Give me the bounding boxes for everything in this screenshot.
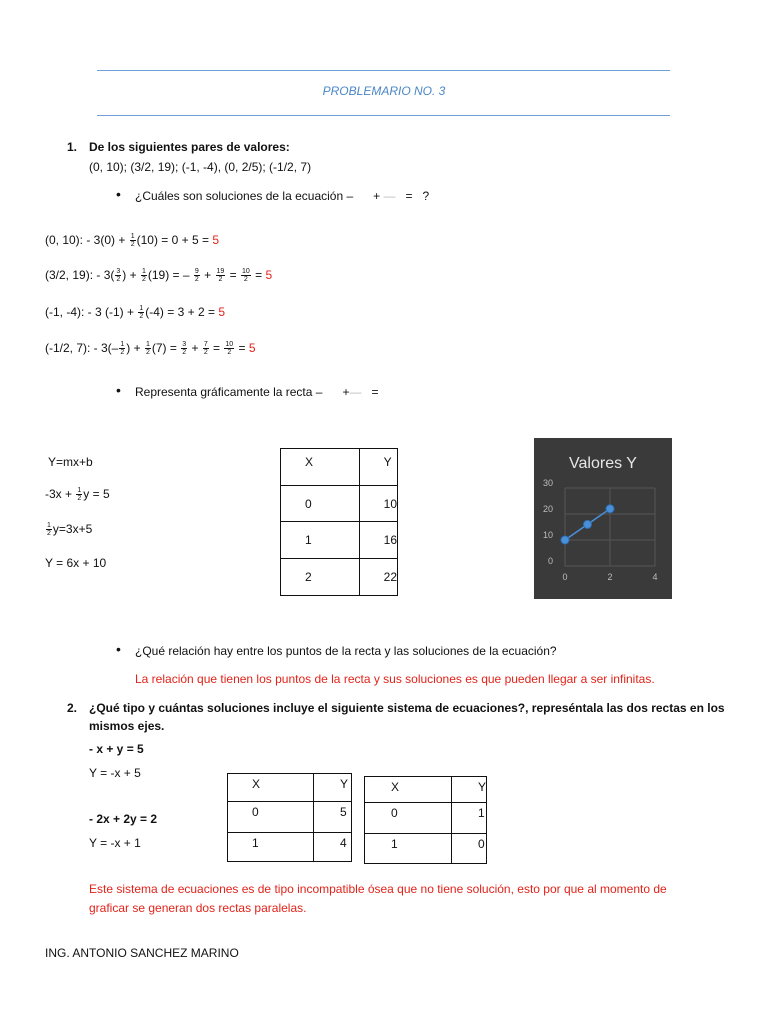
derivation-2 [45, 487, 110, 502]
derivation-4: Y = 6x + 10 [45, 556, 107, 570]
table-cell: 1 [228, 833, 314, 862]
chart-data-point [606, 505, 614, 513]
table-cell: 0 [365, 803, 452, 834]
table-cell: 16 [359, 522, 397, 559]
fraction-10-2: $\frac{10}{2}$ [241, 268, 250, 284]
line1-result: 5 [212, 233, 220, 247]
q1-bullet1-tail: ? [422, 189, 430, 203]
table-header: X [281, 449, 360, 486]
table-cell: 0 [451, 834, 486, 864]
chart-ytick-label: 10 [542, 530, 553, 540]
table-cell: 4 [314, 833, 352, 862]
chart-xtick-label: 2 [607, 572, 613, 582]
chart-canvas [534, 438, 672, 599]
derivation-1: Y=mx+b [48, 455, 93, 469]
q2-title-1: ¿Qué tipo y cuántas soluciones incluye el siguiente sistema de ecuaciones?, represéntala las dos rectas en los [89, 701, 725, 715]
fraction-1-2: $\frac{1}{2}$ [47, 522, 51, 538]
line4-lhs: (-1/2, 7): - 3(– [45, 341, 119, 355]
solution-line-3 [45, 305, 225, 320]
line1-lhs: (0, 10): - 3(0) + [45, 233, 126, 247]
table-cell: 2 [281, 559, 360, 596]
q1-title: De los siguientes pares de valores: [89, 140, 290, 154]
line4-rhs2: (7) = [151, 341, 177, 355]
line3-result: 5 [218, 305, 225, 319]
table-cell: 1 [451, 803, 486, 834]
system-table-2 [364, 776, 487, 864]
fraction-3-2: $\frac{3}{2}$ [116, 268, 121, 284]
q1-bullet2-text: Representa gráficamente la recta [135, 385, 313, 399]
table-cell: 5 [314, 802, 352, 833]
q1-number: 1. [67, 140, 78, 154]
q1-bullet1-text: ¿Cuáles son soluciones de la ecuación [135, 189, 344, 203]
derivation-2b: y = 5 [83, 487, 110, 501]
table-cell: 0 [281, 486, 360, 522]
q1-pairs: (0, 10); (3/2, 19); (-1, -4), (0, 2/5); (-1/2, 7) [89, 160, 312, 174]
q1-bullet1 [135, 189, 429, 203]
table-header: Y [314, 774, 352, 802]
chart-xtick-label: 0 [562, 572, 568, 582]
bullet-dot: • [116, 186, 121, 202]
q2-answer-1: Este sistema de ecuaciones es de tipo incompatible ósea que no tiene solución, esto por que al momento de [89, 882, 667, 896]
line2-result: 5 [265, 268, 273, 282]
fraction-3-2: $\frac{3}{2}$ [182, 341, 187, 357]
table-cell: 0 [228, 802, 314, 833]
line1-rhs: (10) = 0 + 5 = [136, 233, 210, 247]
line2-rhs: ) + [122, 268, 137, 282]
chart-title: Valores Y [569, 455, 637, 472]
table-cell: 10 [359, 486, 397, 522]
chart-ytick-label: 20 [542, 504, 553, 514]
bullet-dot: • [116, 382, 121, 398]
q2-title-2: mismos ejes. [89, 719, 165, 733]
chart-data-point [561, 536, 569, 544]
derivation-2a: -3x + [45, 487, 73, 501]
bullet-dot: • [116, 641, 121, 657]
table-cell: 1 [281, 522, 360, 559]
fraction-1-2: $\frac{1}{2}$ [145, 341, 150, 357]
header-rule-top [97, 70, 670, 71]
line4-result: 5 [248, 341, 256, 355]
q1-bullet3: ¿Qué relación hay entre los puntos de la recta y las soluciones de la ecuación? [135, 644, 557, 658]
derivation-3a: y=3x+5 [52, 522, 93, 536]
fraction-9-2: $\frac{9}{2}$ [194, 268, 199, 284]
fraction-1-2: $\frac{1}{2}$ [130, 233, 135, 249]
table-header: Y [451, 777, 486, 803]
header-rule-bottom [97, 115, 670, 116]
system-table-1 [227, 773, 352, 862]
q2-answer-2: graficar se generan dos rectas paralelas. [89, 901, 307, 915]
solution-line-4: (-1/2, 7): - 3(– $\frac{1}{2}$ ) + $\frac{1}{2}$ (7) = $\frac{3}{2}$ + $\frac{7}{2}$ = $\frac{10}{2}$ = 5 [45, 341, 256, 357]
valores-y-chart [534, 438, 672, 599]
fraction-10-2: $\frac{10}{2}$ [225, 341, 234, 357]
table-header: X [365, 777, 452, 803]
line3-rhs: (-4) = 3 + 2 = [145, 305, 215, 319]
chart-xtick-label: 4 [652, 572, 658, 582]
line2-lhs: (3/2, 19): - 3( [45, 268, 115, 282]
fraction-1-2: $\frac{1}{2}$ [120, 341, 125, 357]
fraction-1-2: $\frac{1}{2}$ [141, 268, 146, 284]
q2-eq2-solved: Y = -x + 1 [89, 836, 141, 850]
equation-placeholder: – + — = [346, 189, 420, 203]
q2-eq1: - x + y = 5 [89, 742, 144, 756]
q2-eq1-solved: Y = -x + 5 [89, 766, 141, 780]
line2-rhs2: (19) = – [147, 268, 190, 282]
table-header: Y [359, 449, 397, 486]
chart-ytick-label: 0 [547, 556, 553, 566]
table-cell: 22 [359, 559, 397, 596]
solution-line-2: (3/2, 19): - 3( $\frac{3}{2}$ ) + $\frac{1}{2}$ (19) = – $\frac{9}{2}$ + $\frac{19}{2}$ = $\frac{10}{2}$ = 5 [45, 268, 273, 284]
fraction-7-2: $\frac{7}{2}$ [203, 341, 208, 357]
table-header: X [228, 774, 314, 802]
fraction-19-2: $\frac{19}{2}$ [216, 268, 225, 284]
table-cell: 1 [365, 834, 452, 864]
q2-number: 2. [67, 701, 78, 715]
q2-eq2: - 2x + 2y = 2 [89, 812, 158, 826]
page-title: PROBLEMARIO NO. 3 [322, 84, 446, 98]
q1-answer: La relación que tienen los puntos de la recta y sus soluciones es que pueden llegar a ser infinitas. [135, 672, 655, 686]
q1-bullet2 [135, 385, 378, 399]
line3-lhs: (-1, -4): - 3 (-1) + [45, 305, 135, 319]
values-table [280, 448, 398, 596]
fraction-1-2: $\frac{1}{2}$ [77, 487, 82, 503]
chart-data-point [584, 520, 592, 528]
equation-placeholder: – +— = [315, 385, 379, 399]
fraction-1-2: $\frac{1}{2}$ [139, 305, 144, 321]
chart-ytick-label: 30 [542, 478, 553, 488]
footer-author: ING. ANTONIO SANCHEZ MARINO [45, 946, 239, 960]
derivation-3 [45, 522, 92, 537]
solution-line-1 [45, 233, 219, 248]
line4-rhs: ) + [126, 341, 141, 355]
